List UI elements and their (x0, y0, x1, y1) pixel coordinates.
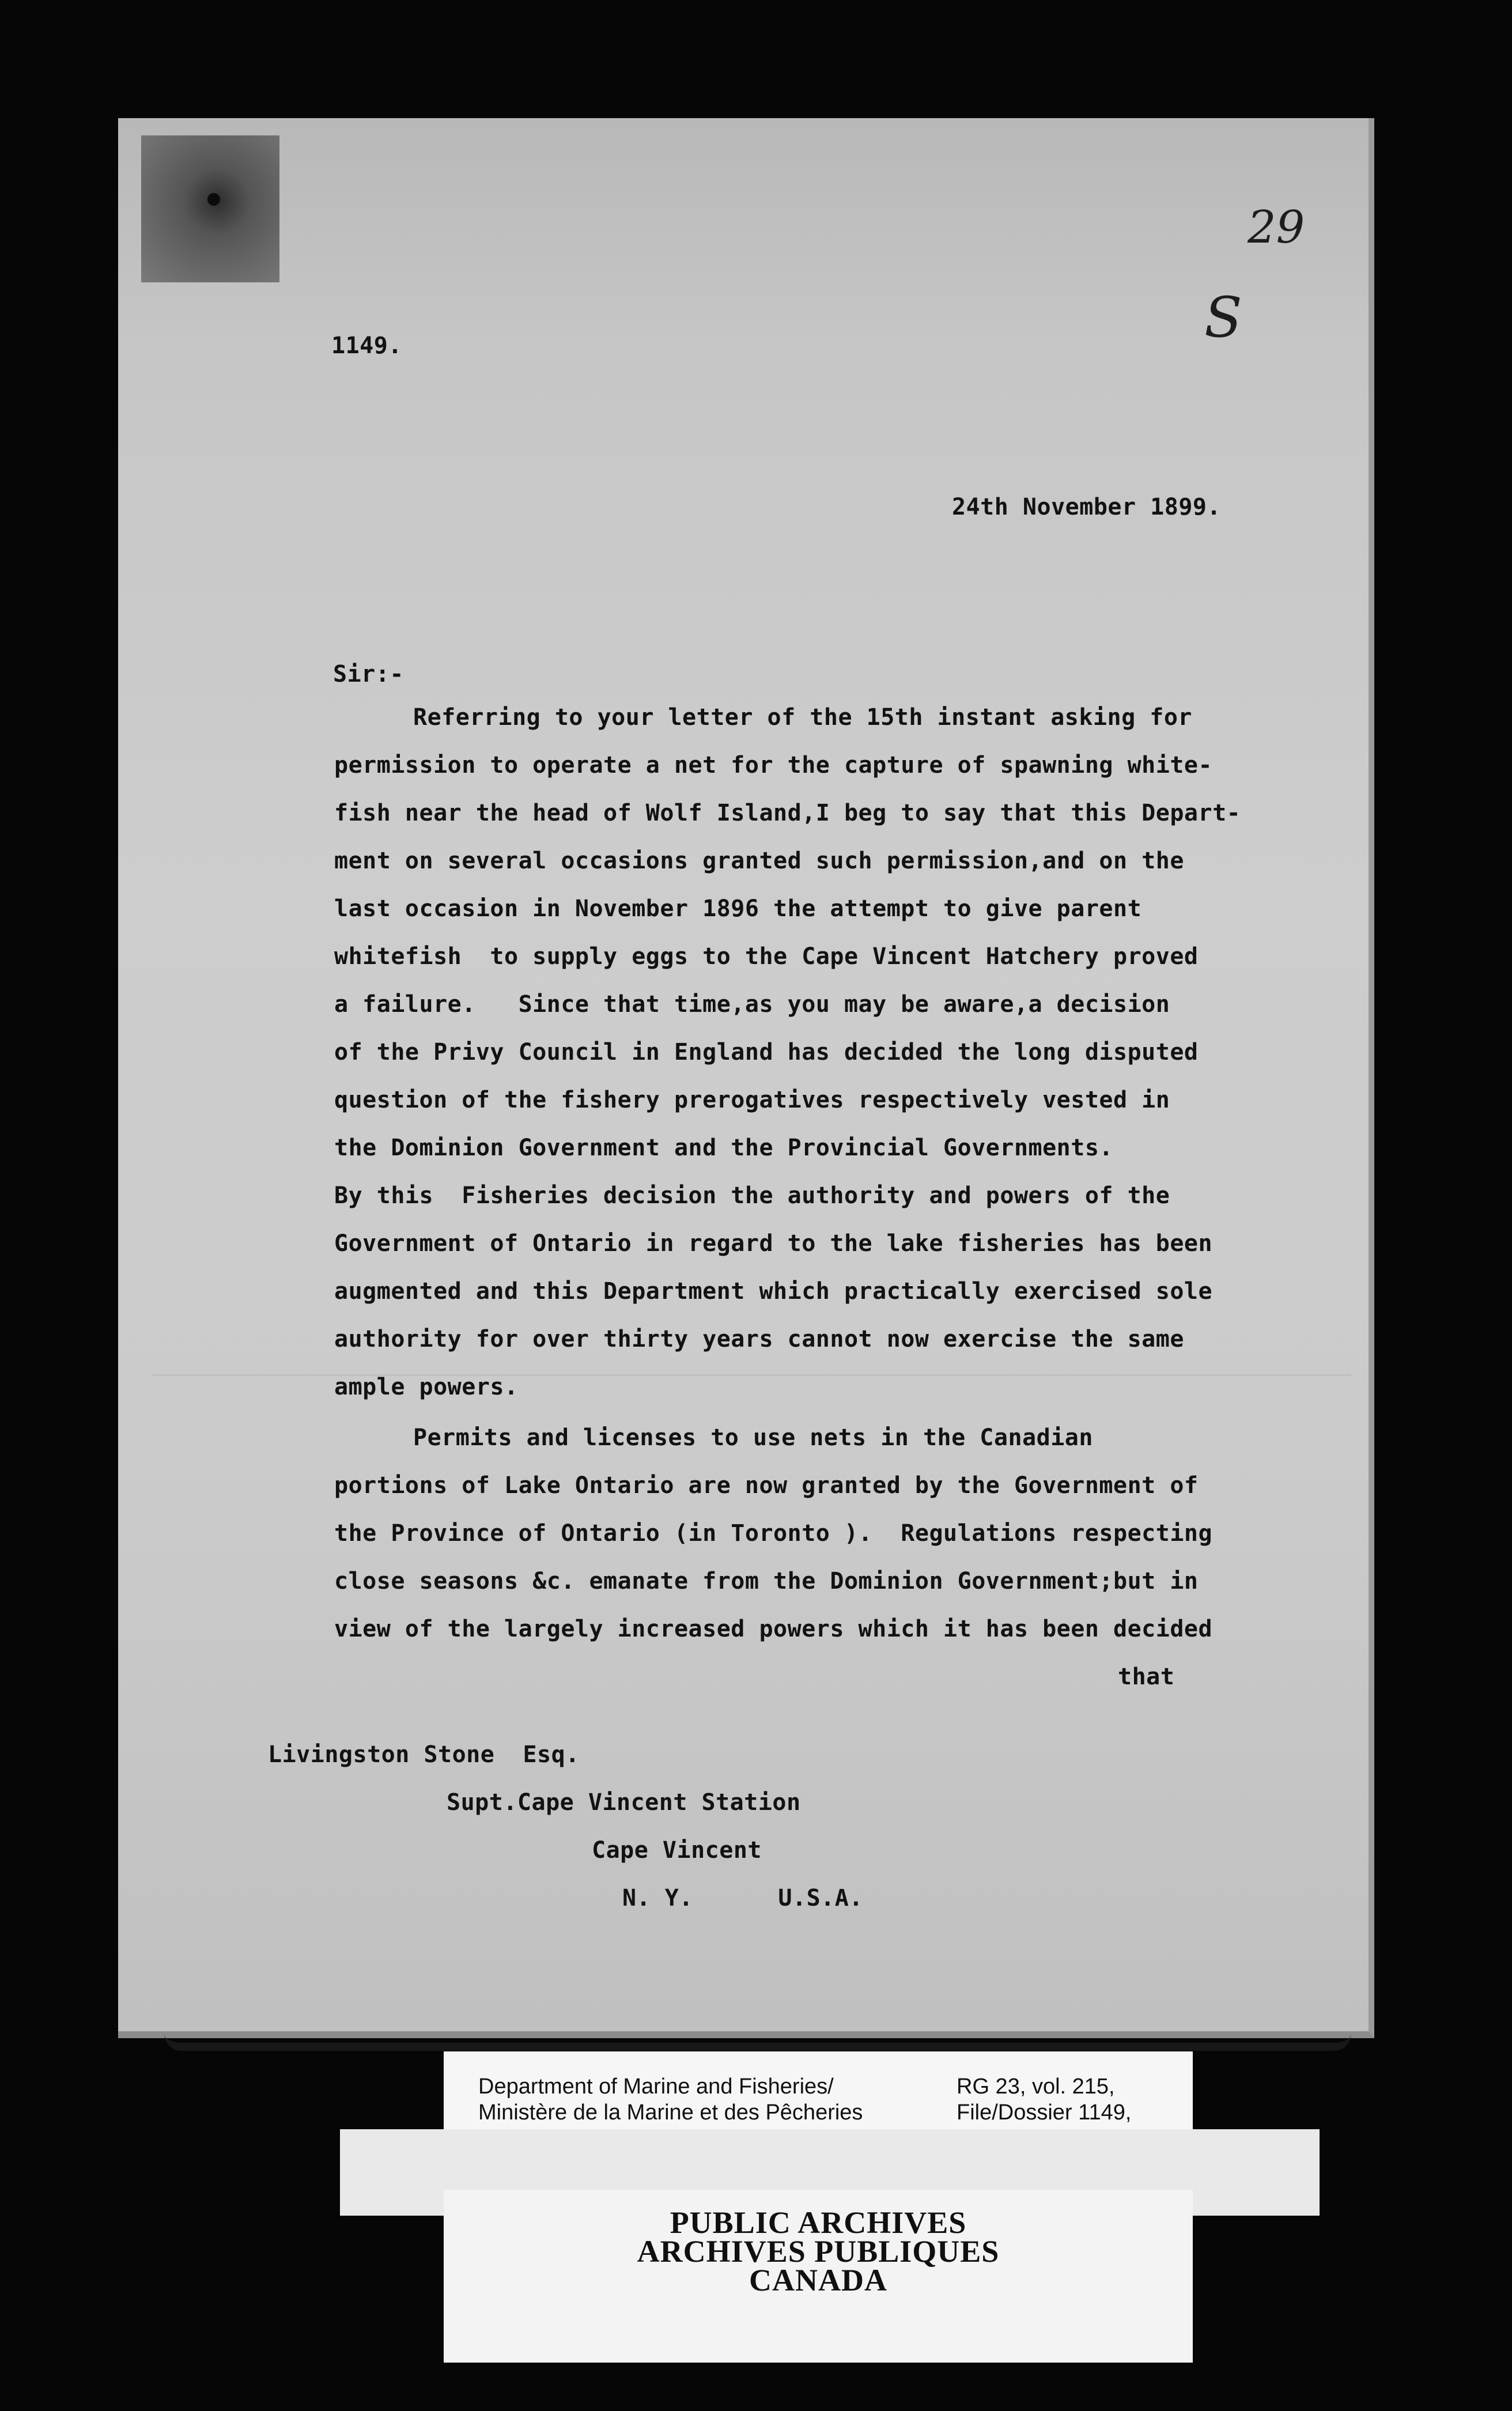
letter-sheet (118, 118, 1374, 2038)
file-number: 1149. (331, 332, 402, 359)
archive-stamp-line: CANADA (749, 2263, 887, 2297)
body-line: Government of Ontario in regard to the lake fisheries has been (334, 1230, 1213, 1257)
body-line: the Province of Ontario (in Toronto ). Regulations respecting (334, 1520, 1213, 1547)
reference-line: RG 23, vol. 215, (957, 2074, 1115, 2099)
body-line: authority for over thirty years cannot now exercise the same (334, 1326, 1184, 1352)
body-line: ment on several occasions granted such permission,and on the (334, 848, 1184, 874)
catchword: that (1118, 1664, 1175, 1690)
handwritten-page-number: 29 (1248, 202, 1305, 254)
address-line: Cape Vincent (592, 1837, 762, 1864)
letter-date: 24th November 1899. (952, 494, 1222, 520)
address-line: Livingston Stone Esq. (268, 1741, 580, 1768)
page-curl (164, 1951, 1351, 2051)
reference-line: File/Dossier 1149, (957, 2100, 1132, 2125)
address-line: Supt.Cape Vincent Station (447, 1789, 801, 1816)
handwritten-mark: S (1204, 285, 1242, 350)
body-line: whitefish to supply eggs to the Cape Vincent Hatchery proved (334, 943, 1199, 970)
corner-stain (141, 135, 279, 282)
body-line: augmented and this Department which practically exercised sole (334, 1278, 1213, 1305)
salutation: Sir:- (333, 661, 404, 687)
department-line: Department of Marine and Fisheries/ (478, 2074, 834, 2099)
body-line: Referring to your letter of the 15th instant asking for (413, 704, 1193, 731)
body-line: the Dominion Government and the Provincial Governments. (334, 1135, 1114, 1161)
body-line: Permits and licenses to use nets in the Canadian (413, 1424, 1093, 1451)
body-line: a failure. Since that time,as you may be aware,a decision (334, 991, 1170, 1018)
address-line: N. Y. U.S.A. (622, 1885, 863, 1911)
body-line: ample powers. (334, 1374, 519, 1400)
archive-stamp-line: PUBLIC ARCHIVES (670, 2205, 967, 2240)
archive-stamp-line: ARCHIVES PUBLIQUES (637, 2234, 1000, 2269)
body-line: fish near the head of Wolf Island,I beg to say that this Depart- (334, 800, 1241, 826)
body-line: of the Privy Council in England has decided the long disputed (334, 1039, 1199, 1065)
fold-line (153, 1374, 1351, 1376)
body-line: last occasion in November 1896 the attempt to give parent (334, 895, 1142, 922)
body-line: view of the largely increased powers which it has been decided (334, 1616, 1213, 1642)
body-line: portions of Lake Ontario are now granted by the Government of (334, 1472, 1199, 1499)
department-line: Ministère de la Marine et des Pêcheries (478, 2100, 863, 2125)
body-line: permission to operate a net for the capture of spawning white- (334, 752, 1213, 779)
body-line: By this Fisheries decision the authority and powers of the (334, 1182, 1170, 1209)
body-line: close seasons &c. emanate from the Dominion Government;but in (334, 1568, 1199, 1594)
archive-stamp (444, 2190, 1193, 2363)
body-line: question of the fishery prerogatives respectively vested in (334, 1087, 1170, 1113)
